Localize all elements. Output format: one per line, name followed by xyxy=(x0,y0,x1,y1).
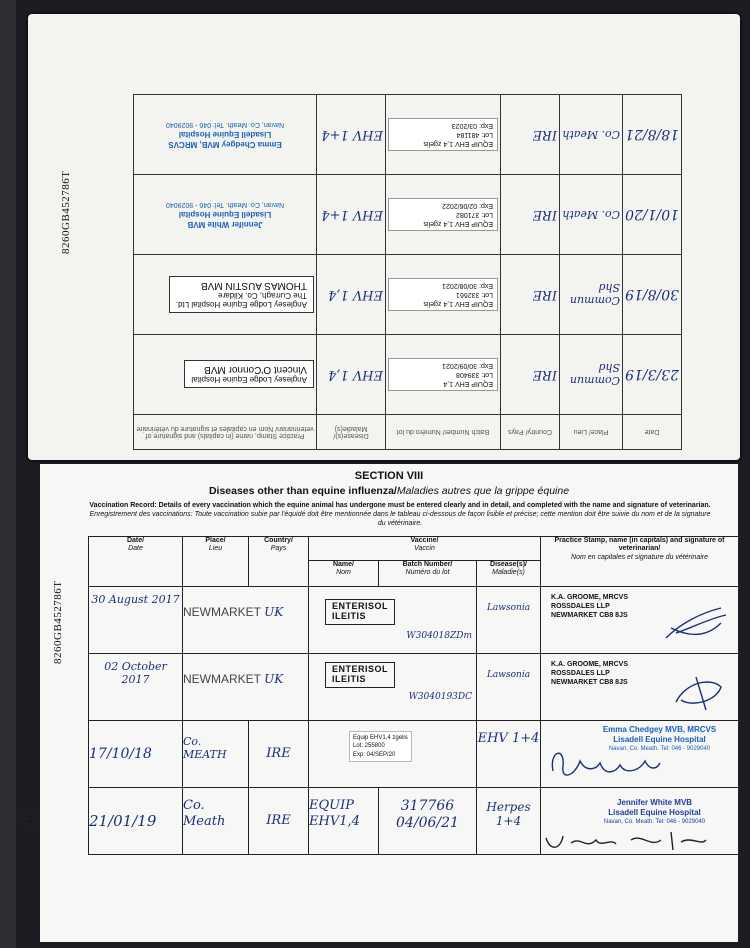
row-disease: Lawsonia xyxy=(477,587,541,654)
passport-number-top: 8260GB452786T xyxy=(60,170,72,254)
top-row-stamp: Anglesey Lodge Equine Hospital Ltd. The Curragh, Co. Kildare THOMAS AUSTIN MVB xyxy=(134,255,317,335)
top-row-date: 23/3/19 xyxy=(623,335,682,415)
top-row-date: 10/1/20 xyxy=(623,175,682,255)
top-row-stamp: Jennifer White MVB Lisadell Equine Hospital Navan, Co. Meath. Tel: 046 - 9029040 xyxy=(134,175,317,255)
top-row xyxy=(134,335,682,415)
top-row-place: Co. Meath xyxy=(560,95,623,175)
top-row-place: Commun Shd xyxy=(560,255,623,335)
row-disease: Herpes 1+4 xyxy=(477,788,541,855)
top-header-date: Date xyxy=(623,415,682,450)
row-disease: Lawsonia xyxy=(477,654,541,721)
top-row-country: IRE xyxy=(501,335,560,415)
table-row xyxy=(89,654,739,721)
section-title: SECTION VIII xyxy=(354,470,424,482)
row-vaccine-name: EQUIP EHV1,4 xyxy=(309,788,379,855)
top-page xyxy=(28,14,740,460)
top-row-vaccine-label: EQUIP EHV 1,4 zgelis Lot: 371082 Exp: 02/06/2022 xyxy=(386,175,501,255)
section-subtitle: Diseases other than equine influenza/Maladies autres que la grippe équine xyxy=(208,485,570,497)
top-row-disease: EHV 1,4 xyxy=(317,335,386,415)
header-date: Date/ Date xyxy=(89,537,183,587)
top-header-stamp: Practice Stamp, name (in capitals) and signature of veterinarian/ Nom en capitales et signature du vétérinaire xyxy=(134,415,317,450)
header-name: Name/ Nom xyxy=(309,561,379,587)
top-row xyxy=(134,95,682,175)
row-place: Co. Meath xyxy=(183,788,249,855)
top-header-batch: Batch Number/ Numéro du lot xyxy=(386,415,501,450)
row-date: 02 October 2017 xyxy=(89,654,183,721)
top-header-disease: Disease(s)/ Maladie(s) xyxy=(317,415,386,450)
signature xyxy=(671,672,731,712)
top-row-vaccine-label: EQUIP EHV 1,4 zgelis Lot: 481184 Exp: 03/2023 xyxy=(386,95,501,175)
top-row xyxy=(134,175,682,255)
row-vaccine: ENTERISOL ILEITIS W3040193DC xyxy=(309,654,477,721)
top-row-place: Commun Shd xyxy=(560,335,623,415)
top-row-disease: EHV 1+4 xyxy=(317,95,386,175)
signature xyxy=(545,741,665,785)
header-vaccine: Vaccine/ Vaccin xyxy=(309,537,541,561)
header-disease: Disease(s)/ Maladie(s) xyxy=(477,561,541,587)
row-stamp: Emma Chedgey MVB, MRCVS Lisadell Equine Hospital Navan, Co. Meath. Tel: 046 - 9029040 xyxy=(541,721,739,788)
top-row-stamp: Emma Chedgey MVB, MRCVS Lisadell Equine Hospital Navan, Co. Meath. Tel: 046 - 9029040 xyxy=(134,95,317,175)
row-country: IRE xyxy=(249,788,309,855)
section-note: Vaccination Record: Details of every vaccination which the equine animal has undergone must be entered clearly and in detail, and completed with the name and signature of veterinarian. Enregistrement des vaccinations: Toute vaccination subie par l'équidé doit être mentionnée dans le tableau ci-dessous de façon lisible et précise; cette mention doit être suivie du nom et de la signature du vétérinaire. xyxy=(89,502,711,527)
row-date: 17/10/18 xyxy=(89,721,183,788)
vaccination-table xyxy=(88,536,739,855)
signature xyxy=(661,603,731,643)
top-row-place: Co. Meath xyxy=(560,175,623,255)
row-country: IRE xyxy=(249,721,309,788)
top-row-vaccine-label: EQUIP EHV 1,4 zgelis Lot: 332661 Exp: 30/08/2021 xyxy=(386,255,501,335)
table-row xyxy=(89,788,739,855)
top-row-date: 18/8/21 xyxy=(623,95,682,175)
top-header-place: Place/ Lieu xyxy=(560,415,623,450)
header-country: Country/ Pays xyxy=(249,537,309,587)
row-date: 21/01/19 xyxy=(89,788,183,855)
passport-number-bottom: 8260GB452786T xyxy=(52,580,64,664)
binding-gutter xyxy=(0,0,16,948)
top-row-date: 30/8/19 xyxy=(623,255,682,335)
top-page-rotated xyxy=(28,14,740,460)
top-row xyxy=(134,255,682,335)
table-row xyxy=(89,721,739,788)
header-batch: Batch Number/ Numéro du lot xyxy=(379,561,477,587)
row-stamp: K.A. GROOME, MRCVS ROSSDALES LLP NEWMARKET CB8 8JS xyxy=(541,587,739,654)
top-vaccination-table xyxy=(133,94,682,450)
row-date: 30 August 2017 xyxy=(89,587,183,654)
top-header-country: Country/ Pays xyxy=(501,415,560,450)
row-vaccine: ENTERISOL ILEITIS W304018ZDm xyxy=(309,587,477,654)
row-disease: EHV 1+4 xyxy=(477,721,541,788)
row-vaccine: Equip EHV1,4 zgelis Lot: 255800 Exp: 04/SEP/20 xyxy=(309,721,477,788)
top-row-country: IRE xyxy=(501,95,560,175)
row-stamp: K.A. GROOME, MRCVS ROSSDALES LLP NEWMARKET CB8 8JS xyxy=(541,654,739,721)
top-row-country: IRE xyxy=(501,175,560,255)
top-row-disease: EHV 1+4 xyxy=(317,175,386,255)
header-place: Place/ Lieu xyxy=(183,537,249,587)
top-row-country: IRE xyxy=(501,255,560,335)
top-row-stamp: Anglesey Lodge Equine Hospital Vincent O'Connor MVB xyxy=(134,335,317,415)
row-place: NEWMARKET UK xyxy=(183,587,309,654)
bottom-page xyxy=(40,464,738,942)
row-stamp: Jennifer White MVB Lisadell Equine Hospital Navan, Co. Meath. Tel: 046 - 9029040 xyxy=(541,788,739,855)
signature xyxy=(541,828,711,856)
row-marker: 1 xyxy=(22,811,38,827)
row-place: NEWMARKET UK xyxy=(183,654,309,721)
top-row-disease: EHV 1,4 xyxy=(317,255,386,335)
row-place: Co. MEATH xyxy=(183,721,249,788)
row-batch: 317766 04/06/21 xyxy=(379,788,477,855)
header-stamp: Practice Stamp, name (in capitals) and signature of veterinarian/ Nom en capitales et signature du vétérinaire xyxy=(541,537,739,587)
top-row-vaccine-label: EQUIP EHV 1,4 Lot: 339408 Exp: 30/09/2021 xyxy=(386,335,501,415)
table-row xyxy=(89,587,739,654)
